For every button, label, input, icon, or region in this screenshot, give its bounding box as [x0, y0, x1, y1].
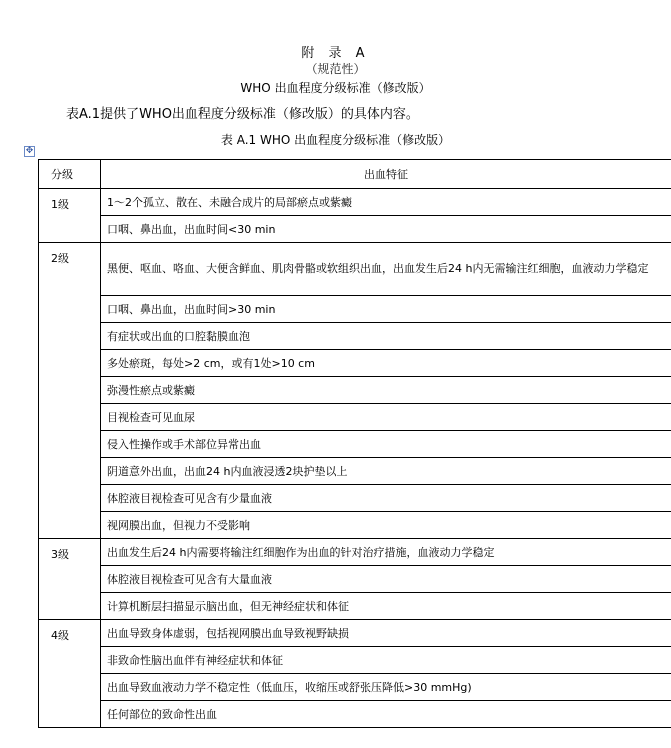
- feature-cell: [101, 189, 671, 216]
- feature-text: 任何部位的致命性出血: [107, 708, 217, 721]
- table-row: [39, 323, 671, 350]
- feature-cell: [101, 404, 671, 431]
- feature-cell: [101, 296, 671, 323]
- feature-text: 非致命性脑出血伴有神经症状和体征: [107, 654, 283, 667]
- table-header-row: [39, 160, 671, 189]
- feature-text: 计算机断层扫描显示脑出血，但无神经症状和体征: [107, 600, 349, 613]
- grade-cell: 4级: [39, 620, 101, 728]
- appendix-heading: WHO 出血程度分级标准（修改版）: [240, 81, 431, 95]
- table-caption: 表 A.1 WHO 出血程度分级标准（修改版）: [220, 133, 451, 147]
- table-move-handle-icon[interactable]: ✥: [25, 146, 34, 156]
- feature-text: 弥漫性瘀点或紫癜: [107, 384, 195, 397]
- grade-cell: 2级: [39, 243, 101, 539]
- table-row: [39, 566, 671, 593]
- table-row: [39, 350, 671, 377]
- feature-cell: [101, 350, 671, 377]
- feature-text: 口咽、鼻出血，出血时间>30 min: [107, 303, 276, 316]
- feature-text: 黑便、呕血、咯血、大便含鲜血、肌肉骨骼或软组织出血，出血发生后24 h内无需输注红细胞，血液动力学稳定: [107, 262, 649, 275]
- feature-text: 1～2个孤立、散在、未融合成片的局部瘀点或紫癜: [107, 196, 352, 209]
- table-row: [39, 216, 671, 243]
- table-row: [39, 404, 671, 431]
- feature-text: 出血发生后24 h内需要将输注红细胞作为出血的针对治疗措施，血液动力学稳定: [107, 546, 495, 559]
- feature-cell: [101, 431, 671, 458]
- table-row: [39, 458, 671, 485]
- table-row: [39, 431, 671, 458]
- table-row: [39, 296, 671, 323]
- feature-text: 阴道意外出血，出血24 h内血液浸透2块护垫以上: [107, 465, 348, 478]
- table-row: [39, 593, 671, 620]
- feature-cell: [101, 593, 671, 620]
- feature-cell: [101, 377, 671, 404]
- feature-text: 出血导致血液动力学不稳定性（低血压，收缩压或舒张压降低>30 mmHg): [107, 681, 472, 694]
- table-row: [39, 539, 671, 566]
- feature-text: 目视检查可见血尿: [107, 411, 195, 424]
- feature-text: 有症状或出血的口腔黏膜血泡: [107, 330, 250, 343]
- bleeding-grade-table: [38, 159, 671, 728]
- header-grade: 分级: [39, 160, 101, 189]
- table-row: [39, 701, 671, 728]
- feature-cell: [101, 323, 671, 350]
- table-row: [39, 189, 671, 216]
- feature-text: 出血导致身体虚弱，包括视网膜出血导致视野缺损: [107, 627, 349, 640]
- feature-text: 视网膜出血，但视力不受影响: [107, 519, 250, 532]
- feature-text: 体腔液目视检查可见含有大量血液: [107, 573, 272, 586]
- feature-cell: [101, 620, 671, 647]
- table-row: [39, 620, 671, 647]
- table-row: [39, 485, 671, 512]
- table-row: [39, 674, 671, 701]
- feature-text: 多处瘀斑，每处>2 cm，或有1处>10 cm: [107, 357, 315, 370]
- feature-cell: [101, 216, 671, 243]
- intro-paragraph: 表A.1提供了WHO出血程度分级标准（修改版）的具体内容。: [66, 107, 419, 122]
- feature-text: 侵入性操作或手术部位异常出血: [107, 438, 261, 451]
- feature-cell: [101, 566, 671, 593]
- feature-cell: [101, 458, 671, 485]
- table-row: [39, 512, 671, 539]
- feature-text: 体腔液目视检查可见含有少量血液: [107, 492, 272, 505]
- appendix-nature: （规范性）: [305, 62, 366, 76]
- feature-cell: [101, 647, 671, 674]
- grade-cell: 3级: [39, 539, 101, 620]
- feature-cell: [101, 512, 671, 539]
- feature-cell: [101, 674, 671, 701]
- feature-cell: [101, 701, 671, 728]
- feature-cell: [101, 485, 671, 512]
- feature-cell: [101, 243, 671, 296]
- grade-cell: 1级: [39, 189, 101, 243]
- feature-cell: [101, 539, 671, 566]
- appendix-title: 附 录 A: [301, 46, 370, 61]
- feature-text: 口咽、鼻出血，出血时间<30 min: [107, 223, 276, 236]
- table-row: [39, 647, 671, 674]
- header-feature: 出血特征: [101, 160, 671, 189]
- table-row: [39, 377, 671, 404]
- table-row: [39, 243, 671, 296]
